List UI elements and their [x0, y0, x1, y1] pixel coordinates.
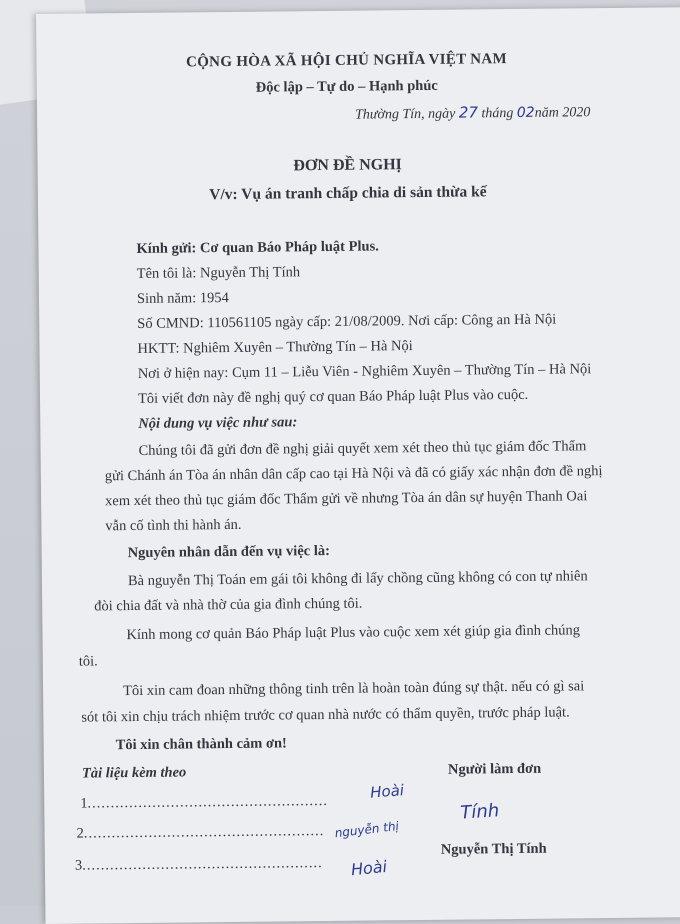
applicant-heading: Người làm đơn — [447, 760, 542, 778]
content-line: gửi Chánh án Tòa án nhân dân cấp cao tại Hà Nội và đã có giấy xác nhận đơn đề nghị — [104, 463, 603, 485]
recipient: Kính gửi: Cơ quan Báo Pháp luật Plus. — [136, 238, 379, 257]
content-line: xem xét theo thủ tục giám đốc Thẩm gửi về nhưng Tòa án dân sự huyện Thanh Oai — [105, 488, 588, 510]
attachment-number: 2 — [76, 825, 84, 842]
attachment-number: 3 — [74, 857, 83, 874]
cause-line: đòi chia đất và nhà thờ của gia đình chúng tôi. — [94, 595, 363, 615]
request-line: tôi. — [78, 653, 98, 670]
handwritten-note: nguyễn thị — [333, 818, 400, 841]
signature: Tính — [459, 800, 500, 824]
petition-document — [36, 7, 680, 924]
attachment-item — [80, 793, 328, 813]
place-date — [355, 102, 590, 123]
pledge-line: sót tôi xin chịu trách nhiệm trước cơ quan nhà nước có thẩm quyền, trước pháp luật. — [81, 704, 570, 726]
handwritten-note: Hoài — [369, 781, 405, 802]
thanks-line: Tôi xin chân thành cảm ơn! — [115, 735, 287, 754]
attachment-dots: .................................................... — [83, 823, 325, 842]
attachment-dots: .................................................... — [87, 792, 329, 812]
attachment-item — [77, 823, 325, 843]
birth-year-line: Sinh năm: 1954 — [136, 289, 229, 307]
attachments-heading: Tài liệu kèm theo — [81, 764, 187, 782]
content-heading: Nội dung vụ việc như sau: — [138, 414, 298, 432]
date-day: 27 — [458, 103, 479, 122]
document-title: ĐƠN ĐỀ NGHỊ — [293, 156, 402, 175]
cause-line: Bà nguyễn Thị Toán em gái tôi không đi lấy chồng cũng không có con tự nhiên — [127, 568, 588, 590]
date-year: năm 2020 — [534, 105, 591, 121]
applicant-name-line: Tên tôi là: Nguyễn Thị Tính — [136, 264, 301, 282]
applicant-signed-name: Nguyễn Thị Tính — [440, 840, 547, 858]
attachment-item — [75, 855, 323, 875]
request-line: Kính mong cơ quản Báo Pháp luật Plus vào cuộc xem xét giúp gia đình chúng — [126, 622, 581, 644]
attachment-number: 1 — [80, 795, 88, 812]
cause-heading: Nguyên nhân dẫn đến vụ việc là: — [127, 542, 330, 562]
place-date-prefix: Thường Tín, ngày — [354, 106, 456, 123]
document-subject: V/v: Vụ án tranh chấp chia di sản thừa kế — [209, 183, 487, 204]
content-line: Chúng tôi đã gửi đơn đề nghị giải quyết xem xét theo thủ tục giám đốc Thẩm — [138, 438, 587, 459]
date-month: 02 — [516, 104, 535, 121]
residence-line: HKTT: Nghiêm Xuyên – Thường Tín – Hà Nội — [137, 338, 413, 357]
current-address-line: Nơi ở hiện nay: Cụm 11 – Liễu Viên - Nghiêm Xuyên – Thường Tín – Hà Nội — [137, 361, 592, 382]
content-line: vẫn cố tình thi hành án. — [105, 516, 242, 535]
motto: Độc lập – Tự do – Hạnh phúc — [255, 77, 438, 96]
id-card-line: Số CMND: 110561105 ngày cấp: 21/08/2009. Nơi cấp: Công an Hà Nội — [137, 311, 557, 332]
handwritten-note: Hoài — [350, 856, 388, 880]
attachment-dots: .................................................... — [82, 855, 323, 874]
country-header: CỘNG HÒA XÃ HỘI CHỦ NGHĨA VIỆT NAM — [185, 51, 508, 71]
pledge-line: Tôi xin cam đoan những thông tinh trên là hoàn toàn đúng sự thật. nếu có gì sai — [123, 678, 585, 700]
date-month-label: tháng — [481, 106, 514, 122]
purpose-line: Tôi viết đơn này đề nghị quý cơ quan Báo Pháp luật Plus vào cuộc. — [137, 386, 529, 407]
